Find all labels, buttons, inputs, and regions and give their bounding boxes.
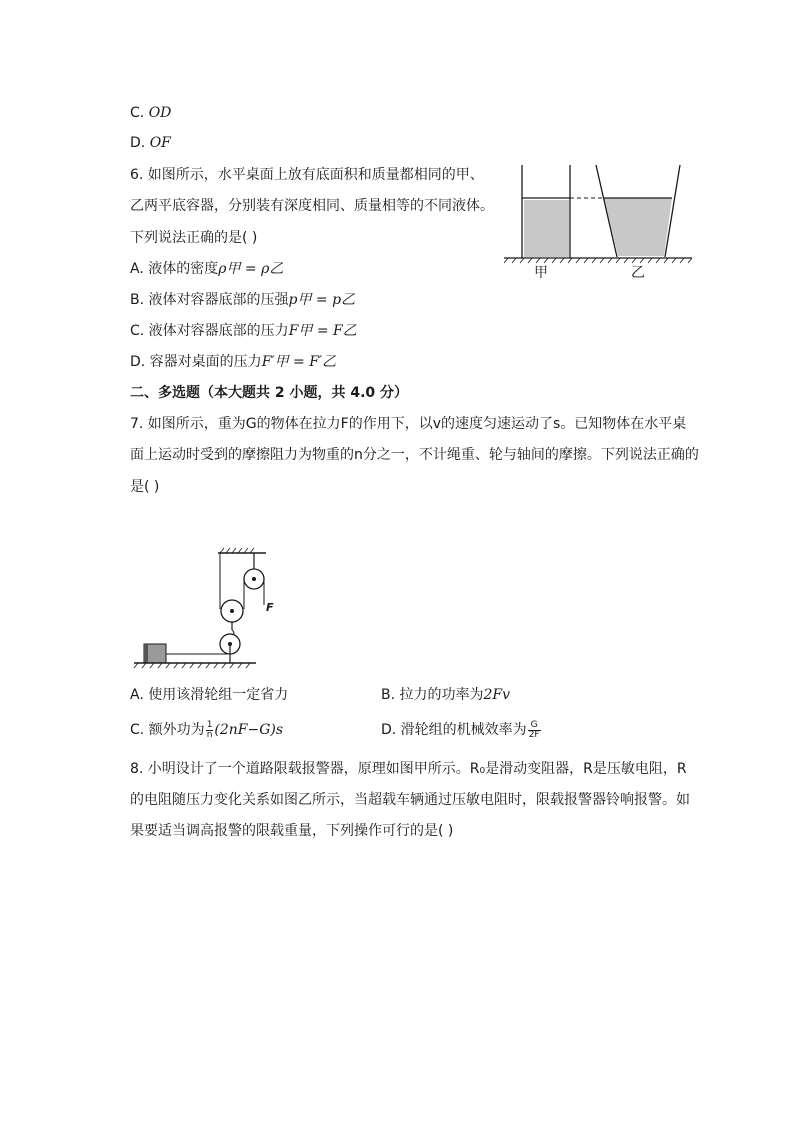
label-yi: 乙 xyxy=(631,265,645,281)
q7-option-d: D. 滑轮组的机械效率为 $\frac{G}{2F}$ xyxy=(381,719,540,740)
q7-option-b: B. 拉力的功率为2Fv xyxy=(381,687,511,703)
movable-pulley-axle xyxy=(230,609,234,613)
q7-stem-line1: 7. 如图所示，重为G的物体在拉力F的作用下，以v的速度匀速运动了s。已知物体在水平桌 xyxy=(130,416,687,432)
q7-stem-line2: 面上运动时受到的摩擦阻力为物重的n分之一，不计绳重、轮与轴间的摩擦。下列说法正确的 xyxy=(130,447,699,463)
q7-option-a: A. 使用该滑轮组一定省力 xyxy=(130,687,289,703)
section-multiple-choice-heading: 二、多选题（本大题共 2 小题，共 4.0 分） xyxy=(130,385,409,401)
q6-option-d: D. 容器对桌面的压力F′甲 = F′乙 xyxy=(130,354,337,370)
q7-stem-line3: 是( ) xyxy=(130,479,160,495)
container-jia-liquid xyxy=(524,200,569,257)
q5-option-d-math: OF xyxy=(149,135,171,151)
label-jia: 甲 xyxy=(534,265,548,281)
force-label: F xyxy=(266,601,274,614)
q8-stem-line2: 的电阻随压力变化关系如图乙所示，当超载车辆通过压敏电阻时，限载报警器铃响报警。如 xyxy=(130,792,690,808)
table-hatching xyxy=(504,258,692,263)
q5-option-c-math: OD xyxy=(148,105,172,121)
q5-option-c: C. OD xyxy=(130,105,172,121)
q7-option-c-fraction: $\frac{1}{n}$ xyxy=(206,719,213,740)
block-shade xyxy=(144,644,148,663)
q8-stem-line3: 果要适当调高报警的限载重量，下列操作可行的是( ) xyxy=(130,823,454,839)
q6-option-c: C. 液体对容器底部的压力F甲 = F乙 xyxy=(130,323,357,339)
q6-stem-line2: 乙两平底容器，分别装有深度相同、质量相等的不同液体。 xyxy=(130,198,494,214)
q7-pulley-figure xyxy=(130,545,274,670)
fixed-pulley-axle xyxy=(252,577,256,581)
q5-option-d: D. OF xyxy=(130,135,171,151)
q6-option-a: A. 液体的密度ρ甲 = ρ乙 xyxy=(130,261,284,277)
q6-containers-figure xyxy=(500,160,700,285)
q7-option-c: C. 额外功为 $\frac{1}{n}$ (2nF−G)s xyxy=(130,719,284,740)
q6-option-b: B. 液体对容器底部的压强p甲 = p乙 xyxy=(130,292,356,308)
q7-option-d-fraction: $\frac{G}{2F}$ xyxy=(528,719,540,740)
q6-stem-line1: 6. 如图所示，水平桌面上放有底面积和质量都相同的甲、 xyxy=(130,167,484,183)
q8-stem-line1: 8. 小明设计了一个道路限载报警器，原理如图甲所示。R₀是滑动变阻器，R是压敏电阻，R xyxy=(130,761,687,777)
q6-stem-line3: 下列说法正确的是( ) xyxy=(130,230,258,246)
